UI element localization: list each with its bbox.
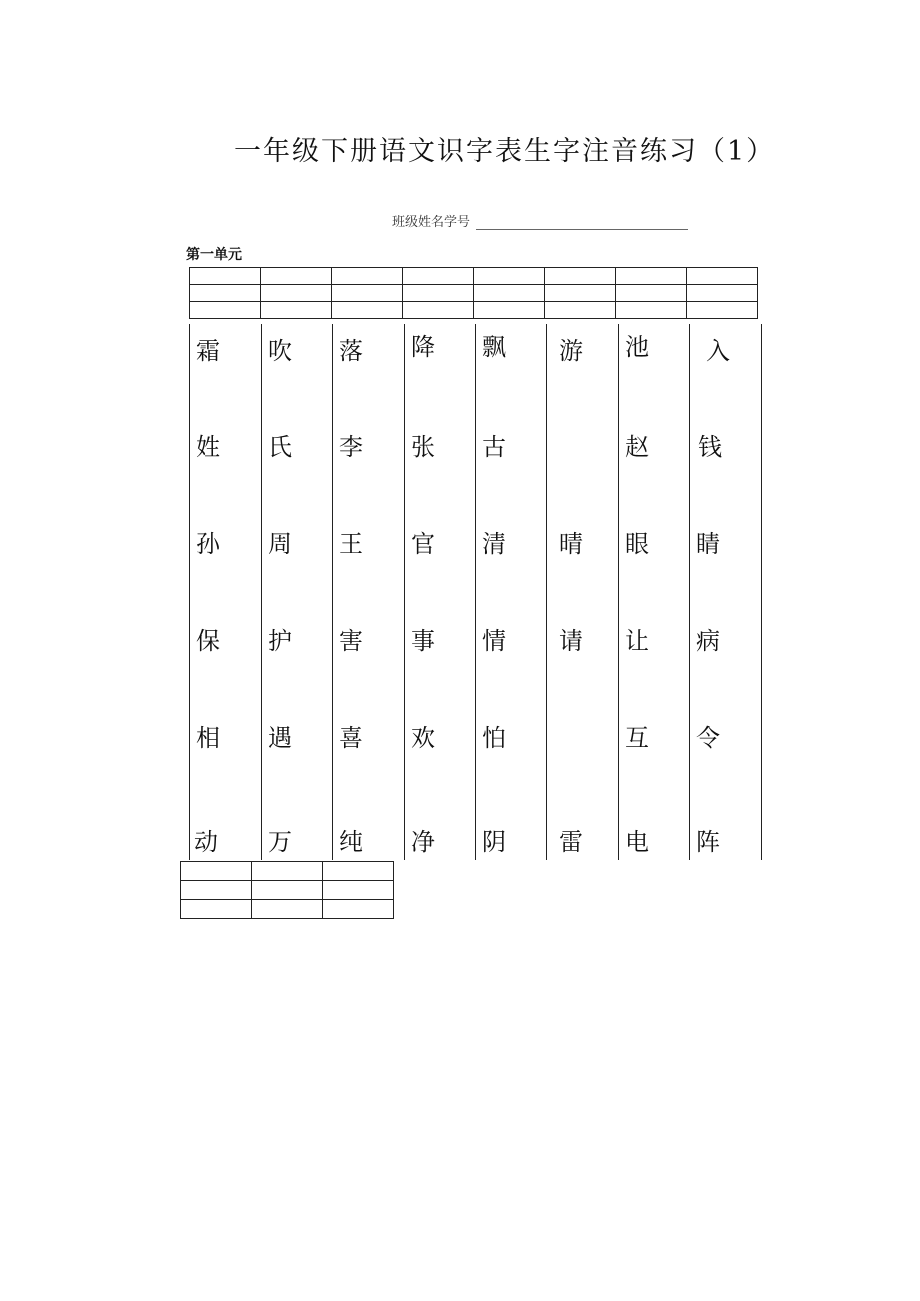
hanzi-char: 周 [268,530,292,558]
pinyin-cell [261,302,332,319]
hanzi-char: 怕 [482,724,506,752]
hanzi-char: 氏 [268,433,292,461]
hanzi-char: 降 [411,333,435,361]
pinyin-cell [474,268,545,285]
hanzi-char: 阴 [482,828,506,856]
pinyin-cell [616,268,687,285]
unit-heading: 第一单元 [186,247,242,263]
small-grid-cell [252,862,323,881]
pinyin-cell [261,285,332,302]
hanzi-char: 喜 [339,724,363,752]
hanzi-char: 请 [559,627,583,655]
hanzi-char: 欢 [411,724,435,752]
hanzi-char: 官 [411,530,435,558]
small-grid-cell [181,881,252,900]
column-divider [189,324,190,860]
hanzi-char: 张 [411,433,435,461]
hanzi-char: 睛 [696,530,720,558]
pinyin-cell [332,285,403,302]
hanzi-char: 互 [625,724,649,752]
hanzi-char: 霜 [196,337,220,365]
hanzi-char: 纯 [339,828,363,856]
hanzi-char: 眼 [625,530,649,558]
column-divider [475,324,476,860]
small-grid-cell [252,900,323,919]
column-divider [618,324,619,860]
pinyin-cell [332,268,403,285]
column-divider [404,324,405,860]
hanzi-char: 雷 [559,828,583,856]
pinyin-cell [616,302,687,319]
worksheet-title: 一年级下册语文识字表生字注音练习（1） [234,136,776,167]
hanzi-char: 古 [482,433,506,461]
hanzi-char: 阵 [696,828,720,856]
hanzi-char: 动 [194,828,218,856]
hanzi-char: 游 [559,337,583,365]
pinyin-cell [403,268,474,285]
hanzi-char: 李 [339,433,363,461]
pinyin-cell [545,268,616,285]
small-grid-cell [323,862,394,881]
pinyin-row [190,285,758,302]
pinyin-cell [687,302,758,319]
pinyin-cell [403,285,474,302]
hanzi-char: 遇 [268,724,292,752]
student-info [392,211,688,230]
hanzi-char: 害 [339,627,363,655]
pinyin-cell [616,285,687,302]
small-grid-cell [181,900,252,919]
student-info-label: 班级姓名学号 [392,215,471,230]
pinyin-cell [687,285,758,302]
hanzi-char: 晴 [559,530,583,558]
hanzi-char: 令 [696,724,720,752]
pinyin-row [190,302,758,319]
small-grid-cell [181,862,252,881]
pinyin-cell [261,268,332,285]
hanzi-char: 相 [196,724,220,752]
hanzi-char: 落 [339,337,363,365]
column-divider [332,324,333,860]
pinyin-cell [190,302,261,319]
hanzi-char: 净 [411,828,435,856]
small-grid-row [181,900,394,919]
hanzi-char: 电 [625,828,649,856]
small-grid-cell [252,881,323,900]
small-grid-cell [323,900,394,919]
pinyin-cell [687,268,758,285]
hanzi-char: 保 [196,627,220,655]
hanzi-char: 王 [339,530,363,558]
small-grid [180,861,394,919]
small-grid-cell [323,881,394,900]
hanzi-char: 钱 [698,433,722,461]
pinyin-cell [332,302,403,319]
hanzi-char: 池 [625,333,649,361]
pinyin-grid [189,267,758,319]
hanzi-char: 飘 [482,333,506,361]
hanzi-char: 事 [411,627,435,655]
hanzi-char: 病 [696,627,720,655]
hanzi-char: 吹 [268,337,292,365]
pinyin-cell [403,302,474,319]
column-divider [761,324,762,860]
hanzi-char: 清 [482,530,506,558]
hanzi-char: 情 [482,627,506,655]
hanzi-char: 护 [268,627,292,655]
student-info-blank [476,214,688,230]
hanzi-char: 入 [706,337,730,365]
pinyin-cell [545,302,616,319]
pinyin-cell [474,285,545,302]
small-grid-row [181,862,394,881]
hanzi-char: 孙 [196,530,220,558]
hanzi-char: 让 [625,627,649,655]
hanzi-char: 姓 [196,433,220,461]
column-divider [689,324,690,860]
pinyin-row [190,268,758,285]
small-grid-row [181,881,394,900]
pinyin-cell [190,285,261,302]
hanzi-char: 赵 [625,433,649,461]
pinyin-cell [474,302,545,319]
hanzi-char: 万 [268,828,292,856]
column-divider [546,324,547,860]
column-divider [261,324,262,860]
pinyin-cell [545,285,616,302]
pinyin-cell [190,268,261,285]
character-area [189,324,762,860]
